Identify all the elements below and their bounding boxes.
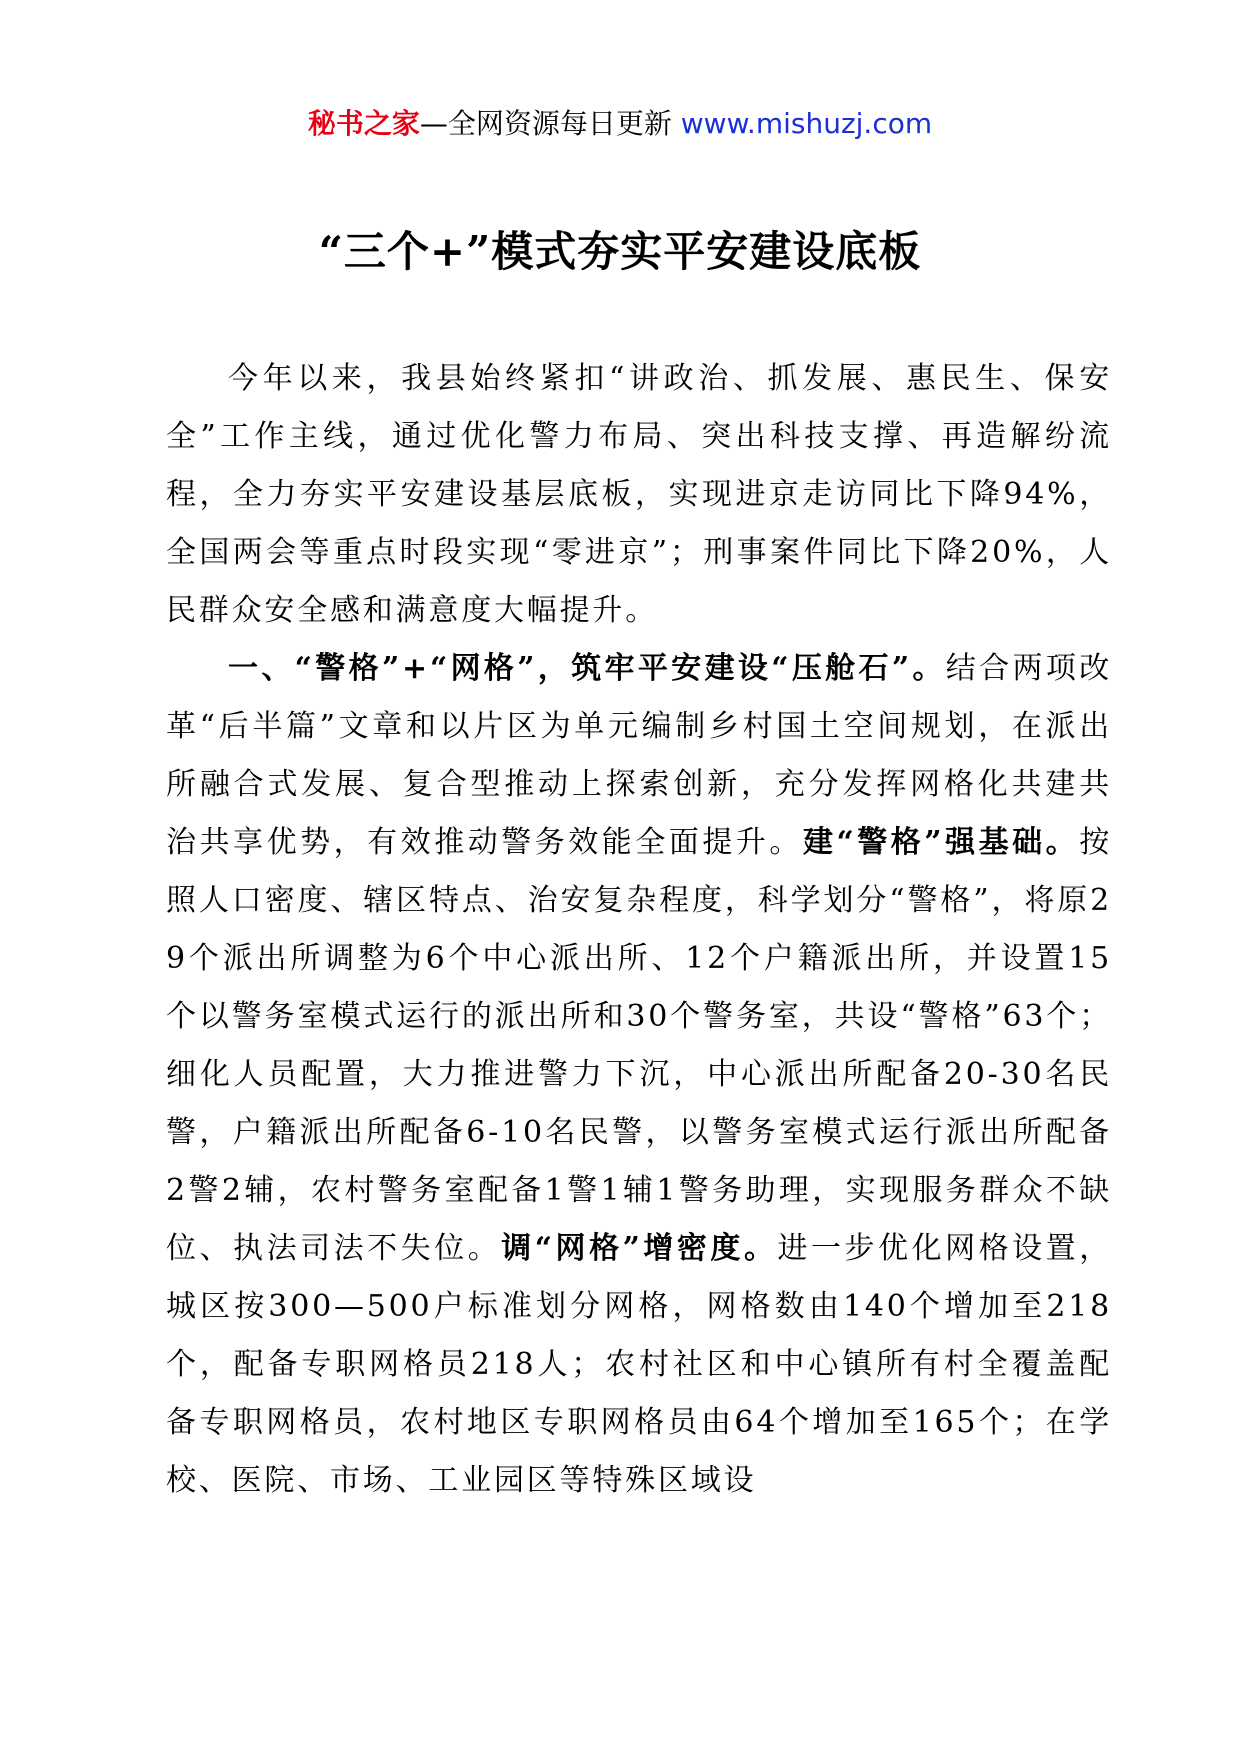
community-grid-subheading: 调“网格”增密度。 [501,1231,778,1266]
section-one-heading: 一、“警格”+“网格”，筑牢平安建设“压舱石”。 [228,651,946,686]
section-one-paragraph [166,640,1112,1510]
site-url: www.mishuzj.com [680,107,933,140]
site-header [0,104,1240,144]
police-grid-text: 按照人口密度、辖区特点、治安复杂程度，科学划分“警格”，将原29个派出所调整为6个中心派出所、12个户籍派出所，并设置15个以警务室模式运行的派出所和30个警务室，共设“警格”63个；细化人员配置，大力推进警力下沉，中心派出所配备20-30名民警，户籍派出所配备6-10名民警，以警务室模式运行派出所配备2警2辅，农村警务室配备1警1辅1警务助理，实现服务群众不缺位、执法司法不失位。 [166,825,1112,1266]
intro-paragraph: 今年以来，我县始终紧扣“讲政治、抓发展、惠民生、保安全”工作主线，通过优化警力布局、突出科技支撑、再造解纷流程，全力夯实平安建设基层底板，实现进京走访同比下降94%，全国两会等重点时段实现“零进京”；刑事案件同比下降20%，人民群众安全感和满意度大幅提升。 [166,361,1112,628]
site-brand: 秘书之家 [307,107,420,140]
community-grid-text: 进一步优化网格设置，城区按300—500户标准划分网格，网格数由140个增加至218个，配备专职网格员218人；农村社区和中心镇所有村全覆盖配备专职网格员，农村地区专职网格员由64个增加至165个；在学校、医院、市场、工业园区等特殊区域设 [166,1231,1113,1498]
section-one-intro-text: 结合两项改革“后半篇”文章和以片区为单元编制乡村国土空间规划，在派出所融合式发展、复合型推动上探索创新，充分发挥网格化共建共治共享优势，有效推动警务效能全面提升。 [166,651,1113,860]
document-body [166,350,1112,1510]
site-tagline: —全网资源每日更新 [419,107,681,140]
police-grid-subheading: 建“警格”强基础。 [802,825,1080,860]
document-title: “三个+”模式夯实平安建设底板 [318,227,922,276]
